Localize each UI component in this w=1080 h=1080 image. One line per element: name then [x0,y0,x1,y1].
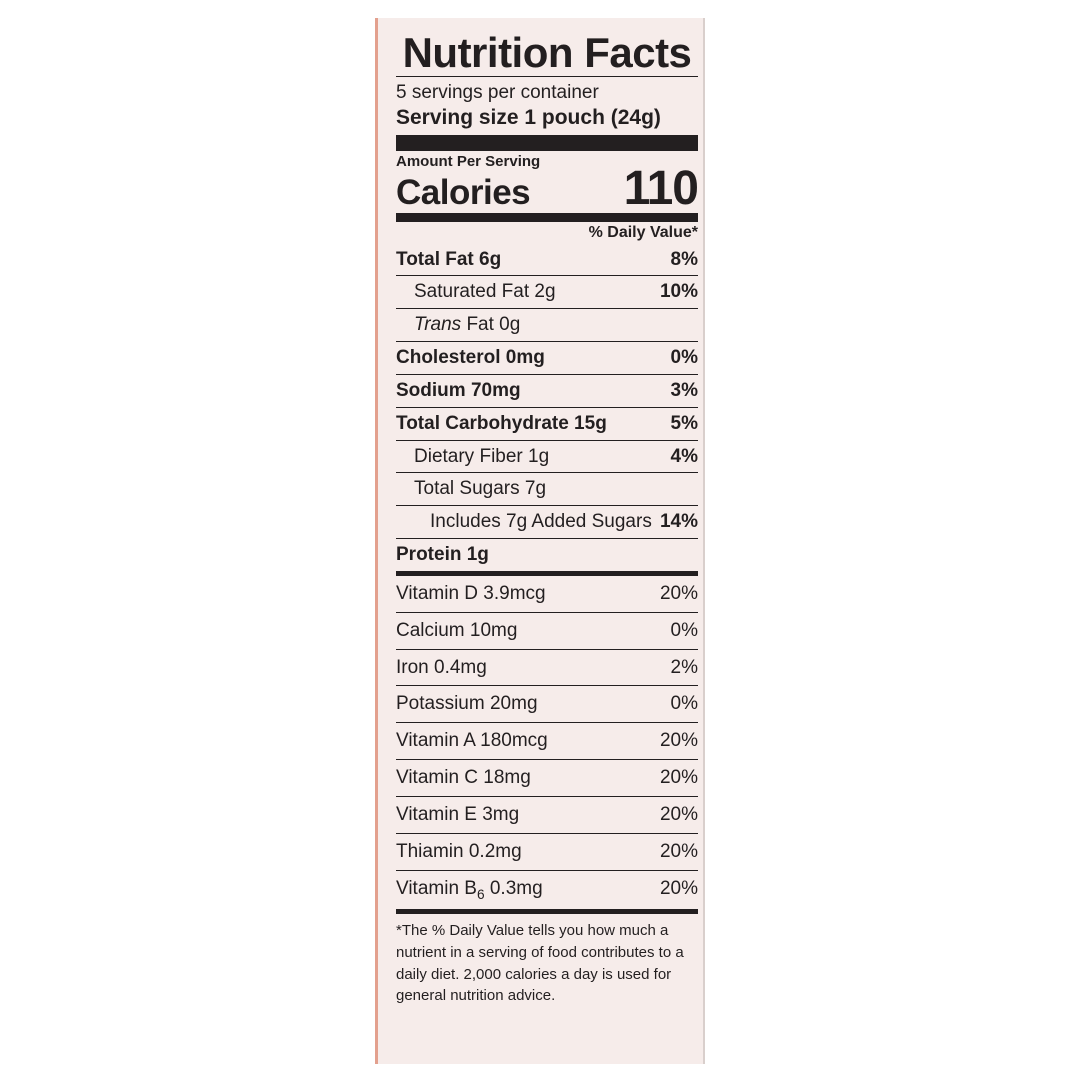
vitamin-dv: 20% [659,877,698,899]
nutrient-name: Cholesterol 0mg [396,347,545,369]
nutrient-dv: 4% [670,445,698,467]
nutrient-row-sodium [396,375,698,408]
vitamin-name: Vitamin E 3mg [396,804,520,825]
nutrient-row-protein [396,539,698,571]
nutrient-dv: 0% [670,347,698,369]
nutrient-row-dietary-fiber [396,441,698,474]
nutrient-dv: 8% [670,248,698,270]
vitamin-row-iron [396,650,698,687]
nutrition-facts-label [386,18,705,1007]
nutrient-name: Dietary Fiber 1g [414,445,550,467]
vitamin-dv: 2% [670,656,698,678]
nutrient-name: Includes 7g Added Sugars [430,511,652,533]
nutrient-name: Total Fat 6g [396,248,502,270]
nutrient-dv: 5% [670,412,698,434]
nutrient-dv: 14% [659,511,698,533]
nutrient-dv: 3% [670,379,698,401]
nutrient-row-cholesterol [396,342,698,375]
vitamin-row-calcium [396,613,698,650]
vitamin-name: Iron 0.4mg [396,656,487,678]
serving-size: Serving size 1 pouch (24g) [396,105,661,129]
vitamin-row-vitamin-b6 [396,871,698,910]
page-title: Nutrition Facts [402,29,692,76]
nutrition-facts-panel [375,18,705,1064]
calories-value: 110 [623,161,698,215]
calories-label: Calories [396,172,531,212]
nutrient-row-saturated-fat [396,276,698,309]
nutrient-name-rest: Fat 0g [461,314,521,336]
vitamin-name: Calcium 10mg [396,619,518,641]
vitamin-dv: 20% [659,804,698,825]
vitamin-dv: 0% [670,619,698,641]
vitamin-row-potassium [396,686,698,723]
trans-italic: Trans [414,314,462,336]
vitamin-name: Vitamin A 180mcg [396,730,548,752]
vitamin-name: Vitamin C 18mg [396,767,531,789]
vitamin-dv: 20% [659,840,698,862]
nutrient-row-total-fat [396,244,698,277]
vitamin-name: Vitamin $B_6$ 0.3mg [396,877,543,902]
nutrient-row-total-sugars [396,473,698,506]
vitamin-name: Thiamin 0.2mg [396,840,522,862]
vitamin-row-vitamin-a [396,723,698,760]
vitamin-dv: 20% [659,730,698,752]
vitamin-name: Vitamin D 3.9mcg [396,582,546,604]
nutrient-row-added-sugars [396,506,698,539]
divider-thick-top [396,135,698,151]
vitamin-dv: 20% [659,582,698,604]
nutrient-dv: 10% [659,281,698,303]
daily-value-footnote: *The % Daily Value tells you how much a nutrient in a serving of food contributes to a daily diet. 2,000 calories a day is used for general nutrition advice. [396,922,684,1005]
nutrient-name: Sodium 70mg [396,379,521,401]
vitamin-dv: 20% [659,767,698,789]
nutrient-name: Protein 1g [396,544,489,566]
vitamin-row-vitamin-c [396,760,698,797]
vitamin-row-vitamin-e [396,797,698,834]
nutrient-name: Total Carbohydrate 15g [396,412,607,434]
vitamin-dv: 0% [670,693,698,715]
vitamin-row-thiamin [396,834,698,871]
nutrient-row-trans-fat [396,309,698,342]
vitamin-name: Potassium 20mg [396,693,538,715]
servings-per-container: 5 servings per container [396,82,599,103]
daily-value-header: % Daily Value* [588,223,698,241]
vitamin-row-vitamin-d [396,576,698,613]
nutrient-row-total-carbohydrate [396,408,698,441]
amount-per-serving-label: Amount Per Serving [396,153,541,170]
nutrient-name: Total Sugars 7g [414,478,547,500]
nutrient-name: Saturated Fat 2g [414,281,556,303]
